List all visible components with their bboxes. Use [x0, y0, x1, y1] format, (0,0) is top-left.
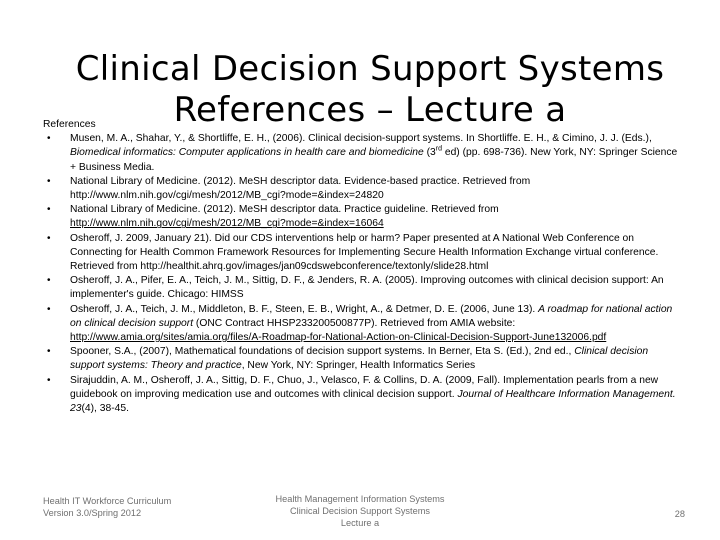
- reference-item: [43, 232, 683, 275]
- bullet-icon: •: [47, 346, 51, 358]
- reference-title: A roadmap for national action on clinical decision support: [70, 303, 673, 329]
- bullet-icon: •: [47, 133, 51, 145]
- reference-text: Musen, M. A., Shahar, Y., & Shortliffe, E. H., (2006). Clinical decision-support systems. In Shortliffe. E. H., & Cimino, J. J. (Eds.),: [70, 133, 652, 145]
- reference-title: Biomedical informatics: Computer applications in health care and biomedicine: [70, 147, 424, 159]
- reference-item: [43, 345, 683, 373]
- reference-text: (4), 38-45.: [81, 403, 129, 415]
- bullet-icon: •: [47, 374, 51, 386]
- references-section: [43, 118, 683, 416]
- reference-text: Spooner, S.A., (2007), Mathematical foundations of decision support systems. In Berner, Eta S. (Ed.), 2nd ed.,: [70, 346, 575, 358]
- reference-link[interactable]: http://www.amia.org/sites/amia.org/files/A-Roadmap-for-National-Action-on-Clinical-Decision-Support-June132006.pdf: [70, 332, 607, 344]
- reference-title: Journal of Healthcare Information Management. 23: [70, 388, 676, 415]
- reference-text: ed) (pp. 698-736). New York, NY: Springer Science + Business Media.: [70, 147, 678, 173]
- reference-item: [43, 303, 683, 346]
- footer-course-line-2: Clinical Decision Support Systems: [290, 506, 430, 516]
- bullet-icon: •: [47, 275, 51, 287]
- reference-text: National Library of Medicine. (2012). MeSH descriptor data. Practice guideline. Retrieved from: [70, 204, 499, 216]
- reference-text: National Library of Medicine. (2012). MeSH descriptor data. Evidence-based practice. Retrieved from http://www.nlm.nih.gov/cgi/mesh/2012/MB_cgi?mode=&index=24820: [70, 175, 531, 202]
- reference-item: [43, 203, 683, 231]
- reference-text: , New York, NY: Springer, Health Informatics Series: [241, 360, 476, 372]
- footer-course: [250, 493, 470, 529]
- reference-text: Sirajuddin, A. M., Osheroff, J. A., Sittig, D. F., Chuo, J., Velasco, F. & Collins, D. A. (2009, Fall). Implementation pearls from a new guidebook on improving medication use and outcomes with clinical decision support.: [70, 374, 659, 400]
- reference-item: [43, 175, 683, 203]
- reference-list: [43, 132, 683, 416]
- reference-item: [43, 132, 683, 175]
- reference-text: (3: [423, 147, 436, 159]
- reference-text: Osheroff, J. A., Teich, J. M., Middleton, B. F., Steen, E. B., Wright, A., & Detmer, D. E. (2006, June 13).: [70, 303, 539, 315]
- reference-item: [43, 374, 683, 417]
- bullet-icon: •: [47, 175, 51, 187]
- slide-title-line-1: Clinical Decision Support Systems: [75, 48, 665, 89]
- footer-curriculum-line-2: Version 3.0/Spring 2012: [43, 508, 142, 518]
- footer-course-line-1: Health Management Information Systems: [275, 494, 445, 504]
- reference-link[interactable]: http://www.nlm.nih.gov/cgi/mesh/2012/MB_cgi?mode=&index=16064: [70, 218, 384, 230]
- reference-title: Clinical decision support systems: Theory and practice: [70, 346, 649, 372]
- references-heading: References: [43, 119, 96, 130]
- footer-curriculum-line-1: Health IT Workforce Curriculum: [43, 496, 172, 506]
- bullet-icon: •: [47, 232, 51, 244]
- footer-curriculum: [43, 495, 243, 519]
- slide-title-line-2: References – Lecture a: [173, 89, 567, 130]
- reference-text: (ONC Contract HHSP233200500877P). Retrieved from AMIA website:: [193, 317, 516, 329]
- bullet-icon: •: [47, 204, 51, 216]
- reference-item: [43, 274, 683, 302]
- page-number: 28: [674, 509, 685, 519]
- footer-course-line-3: Lecture a: [340, 518, 380, 528]
- reference-text: Osheroff, J. 2009, January 21). Did our CDS interventions help or harm? Paper presented at A National Web Conference on Connecting for Health Common Framework Resources for Implementing Secure Health Information Exchange virtual conference. Retrieved from http://healthit.ahrq.gov/images/jan09cdswebconference/textonly/slide28.html: [70, 232, 659, 273]
- reference-text: Osheroff, J. A., Pifer, E. A., Teich, J. M., Sittig, D. F., & Jenders, R. A. (2005). Improving outcomes with clinical decision support: An implementer's guide. Chicago: HIMSS: [70, 275, 664, 301]
- reference-superscript: rd: [435, 145, 442, 153]
- bullet-icon: •: [47, 303, 51, 315]
